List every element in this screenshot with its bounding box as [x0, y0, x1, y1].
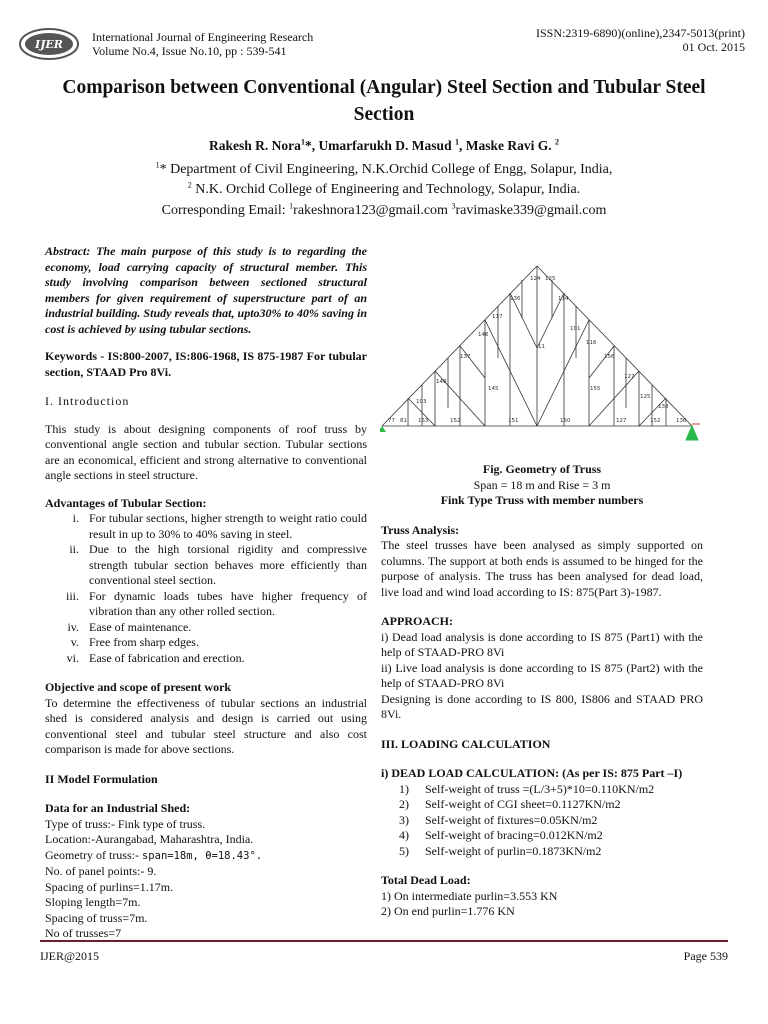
author-2-sup: 1 — [454, 137, 459, 147]
model-heading: II Model Formulation — [45, 771, 158, 786]
list-item-number: v. — [70, 635, 79, 649]
list-item-number: iv. — [67, 619, 79, 634]
loading-heading: III. LOADING CALCULATION — [381, 736, 551, 751]
keywords: Keywords - IS:800-2007, IS:806-1968, IS 875-1987 For tubular section, STAAD Pro 8Vi. — [45, 349, 367, 379]
author-3: , Maske Ravi G. — [458, 138, 555, 153]
journal-info — [92, 30, 313, 58]
advantages-list — [53, 511, 367, 666]
member-label: 152 — [450, 418, 461, 424]
list-item-text: Due to the high torsional rigidity and compressive strength tubular section behaves more efficiently than conventional steel section. — [89, 542, 367, 587]
member-label: 148 — [436, 379, 447, 385]
left-column — [45, 244, 367, 942]
author-1-sup: 1 — [300, 137, 305, 147]
member-label: 77 — [388, 418, 395, 424]
geometry-line — [45, 848, 367, 865]
geometry-value: span=18m, θ=18.43°. — [141, 849, 263, 862]
header-right — [536, 26, 745, 54]
right-column — [381, 462, 703, 920]
intro-text: This study is about designing components of roof truss by conventional angle section and tubular section. Tubular sections are an economical, efficient and strong alternative to conventional angle sections in steel structure. — [45, 421, 367, 482]
truss-analysis-text: The steel trusses have been analysed as simply supported on columns. The support at both ends is assumed to be hinged for the purpose of analysis. The truss has been analysed for dead load, live load and wind load according to IS: 875(Part 3)-1987. — [381, 538, 703, 599]
member-label: 138 — [658, 404, 669, 410]
list-item — [399, 828, 703, 844]
data-line: No of trusses=7 — [45, 926, 122, 940]
logo-text: IJER — [35, 38, 63, 51]
member-label: 136 — [676, 418, 687, 424]
member-label: 155 — [590, 386, 601, 392]
data-line: Location:-Aurangabad, Maharashtra, India. — [45, 832, 254, 846]
aff1-sup: 1 — [155, 160, 160, 170]
data-line: Type of truss:- Fink type of truss. — [45, 816, 206, 831]
list-item-text: Self-weight of fixtures=0.05KN/m2 — [425, 812, 598, 827]
journal-name: International Journal of Engineering Research — [92, 30, 314, 44]
member-label: 137 — [460, 354, 471, 360]
list-item — [399, 844, 703, 860]
issue-date: 01 Oct. 2015 — [682, 40, 745, 54]
member-label: 156 — [604, 354, 615, 360]
journal-volume: Volume No.4, Issue No.10, pp : 539-541 — [92, 44, 287, 58]
aff1-text: * Department of Civil Engineering, N.K.Orchid College of Engg, Solapur, India, — [159, 162, 613, 177]
truss-member — [589, 346, 614, 378]
member-label: 117 — [492, 314, 503, 320]
member-label: 145 — [488, 386, 499, 392]
list-item-text: Ease of fabrication and erection. — [89, 650, 245, 665]
objective-text: To determine the effectiveness of tubular sections an industrial shed is considered analysis and design is carried out using conventional steel and tubular steel structure and also cost comparison is made for above sections. — [45, 695, 367, 756]
data-heading: Data for an Industrial Shed: — [45, 801, 191, 815]
truss-left-rafter — [382, 266, 537, 426]
affiliation-2 — [40, 180, 728, 200]
list-item — [399, 797, 703, 813]
list-item — [53, 589, 367, 620]
list-item-number: 5) — [399, 843, 409, 858]
truss-geometry-figure — [380, 258, 700, 448]
member-label: 127 — [616, 418, 627, 424]
list-item-number: 4) — [399, 828, 409, 842]
list-item-text: For dynamic loads tubes have higher frequency of vibration than any other rolled section. — [89, 588, 367, 618]
email-1[interactable]: rakeshnora123@gmail.com — [293, 203, 452, 218]
intro-heading: I. Introduction — [45, 394, 130, 408]
member-label: 114 — [558, 296, 569, 302]
approach-1: i) Dead load analysis is done according to IS 875 (Part1) with the help of STAAD-PRO 8Vi — [381, 629, 703, 659]
page-number: Page 539 — [683, 949, 728, 963]
list-item-number: iii. — [65, 588, 79, 603]
member-label: 124 — [530, 276, 541, 282]
aff2-sup: 2 — [187, 180, 192, 190]
figure-title: Fig. Geometry of Truss — [482, 462, 602, 476]
corresponding-email — [40, 201, 728, 221]
member-label: 116 — [586, 340, 597, 346]
list-item — [53, 542, 367, 589]
list-item-text: Self-weight of bracing=0.012KN/m2 — [425, 828, 603, 842]
list-item-text: Self-weight of purlin=0.1873KN/m2 — [425, 843, 602, 858]
member-label: 153 — [418, 418, 429, 424]
approach-heading: APPROACH: — [381, 614, 453, 628]
list-item-text: Self-weight of truss =(L/3+5)*10=0.110KN/m2 — [425, 781, 655, 796]
dead-load-list — [399, 782, 703, 860]
author-line — [40, 138, 728, 154]
member-label: 136 — [510, 296, 521, 302]
dead-load-heading: i) DEAD LOAD CALCULATION: (As per IS: 875 Part –I) — [381, 766, 683, 780]
data-line: Spacing of truss=7m. — [45, 910, 148, 925]
list-item — [53, 620, 367, 636]
total-dead-load-1: 1) On intermediate purlin=3.553 KN — [381, 888, 558, 903]
truss-analysis-heading: Truss Analysis: — [381, 522, 460, 537]
list-item — [53, 651, 367, 667]
list-item — [53, 511, 367, 542]
data-line: Spacing of purlins=1.17m. — [45, 879, 174, 894]
member-label: 151 — [508, 418, 519, 424]
email-prefix: Corresponding Email: — [161, 203, 290, 218]
list-item-text: Self-weight of CGI sheet=0.1127KN/m2 — [425, 797, 621, 811]
member-label: 152 — [650, 418, 661, 424]
member-label: 125 — [640, 394, 651, 400]
list-item-text: Ease of maintenance. — [89, 619, 192, 634]
left-support-icon — [380, 426, 386, 432]
email1-sup: 1 — [289, 201, 294, 211]
header-left — [18, 26, 313, 62]
list-item-number: 2) — [399, 797, 409, 811]
footer-rule — [40, 940, 728, 942]
truss-member — [460, 346, 485, 378]
list-item — [399, 813, 703, 829]
affiliation-1 — [40, 160, 728, 180]
member-label: 103 — [416, 399, 427, 405]
paper-title: Comparison between Conventional (Angular) Steel Section and Tubular Steel Section — [62, 77, 706, 125]
objective-heading: Objective and scope of present work — [45, 680, 232, 694]
email-2[interactable]: ravimaske339@gmail.com — [455, 203, 607, 218]
member-label: 11 — [538, 344, 545, 350]
list-item — [399, 782, 703, 798]
list-item-number: vi. — [66, 650, 79, 665]
truss-member — [537, 320, 589, 426]
member-number-labels — [388, 276, 687, 424]
member-label: 146 — [478, 332, 489, 338]
member-label: 150 — [560, 418, 571, 424]
author-1: Rakesh R. Nora — [209, 138, 301, 153]
geometry-label: Geometry of truss:- — [45, 847, 142, 862]
footer-copyright: IJER@2015 — [40, 949, 100, 963]
figure-subtitle-2: Fink Type Truss with member numbers — [440, 493, 644, 507]
right-support-icon — [686, 426, 698, 440]
aff2-text: N.K. Orchid College of Engineering and Technology, Solapur, India. — [191, 182, 581, 197]
data-line: Sloping length=7m. — [45, 895, 141, 909]
data-line: No. of panel points:- 9. — [45, 864, 157, 878]
author-3-sup: 2 — [554, 137, 559, 147]
advantages-heading: Advantages of Tubular Section: — [45, 495, 207, 510]
list-item-number: 3) — [399, 812, 409, 827]
list-item-number: ii. — [69, 542, 79, 556]
truss-members — [382, 266, 692, 426]
ijer-logo-icon — [18, 26, 80, 62]
total-dead-load-heading: Total Dead Load: — [381, 873, 471, 887]
member-label: 127 — [624, 374, 635, 380]
truss-right-rafter — [537, 266, 692, 426]
figure-subtitle: Span = 18 m and Rise = 3 m — [473, 477, 611, 492]
member-label: 81 — [400, 418, 407, 424]
list-item-number: 1) — [399, 781, 409, 796]
total-dead-load-2: 2) On end purlin=1.776 KN — [381, 904, 515, 918]
list-item-text: Free from sharp edges. — [89, 635, 199, 649]
approach-3: Designing is done according to IS 800, IS806 and STAAD PRO 8Vi. — [381, 691, 703, 721]
list-item-text: For tubular sections, higher strength to weight ratio could result in up to 30% to 40% saving in steel. — [89, 511, 367, 541]
abstract: Abstract: The main purpose of this study is to regarding the economy, load carrying capacity of structural member. This study involving comparison between sectioned structural members for given requirement of superstructure part of an industrial building. Study reveals that, upto30% to 40% saving in cost is achieved by using tubular sections. — [45, 244, 367, 336]
issn: ISSN:2319-6890)(online),2347-5013(print) — [536, 26, 745, 40]
approach-2: ii) Live load analysis is done according to IS 875 (Part2) with the help of STAAD-PRO 8Vi — [381, 660, 703, 690]
member-label: 125 — [545, 276, 556, 282]
truss-member — [485, 320, 537, 426]
member-label: 101 — [570, 326, 581, 332]
email2-sup: 3 — [451, 201, 456, 211]
list-item — [53, 635, 367, 651]
list-item-number: i. — [72, 511, 79, 525]
author-1-mark: *, — [304, 138, 319, 153]
author-2: Umarfarukh D. Masud — [318, 138, 455, 153]
